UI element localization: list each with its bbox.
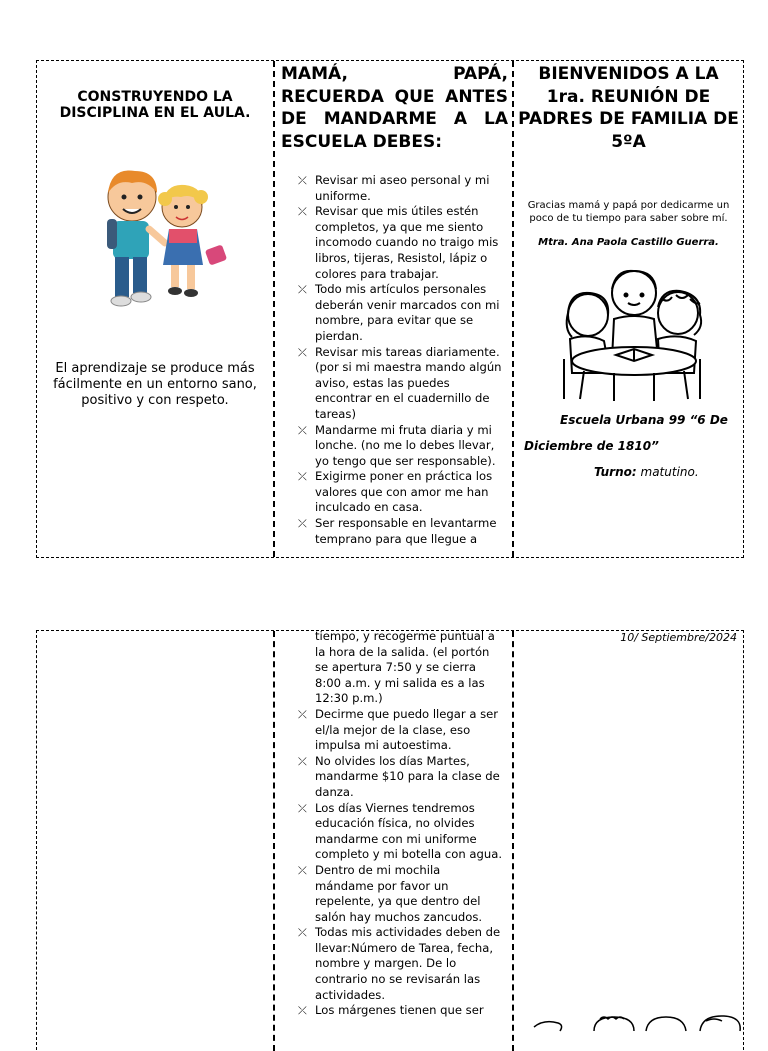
list-item: ⤫ No olvides los días Martes, mandarme $10 para la clase de danza. xyxy=(298,753,500,799)
left-panel xyxy=(37,61,275,557)
welcome-title: BIENVENIDOS A LA 1ra. REUNIÓN DE PADRES DE FAMILIA DE 5ºA xyxy=(518,64,739,152)
list-item: ⤫ Todas mis actividades deben de llevar:Número de Tarea, fecha, nombre y margen. De lo contrario no se revisarán las actividades. xyxy=(298,925,501,1002)
kids-reading-icon xyxy=(554,263,706,403)
cross-bullet-icon: ⤫ xyxy=(298,1004,307,1018)
cross-bullet-icon: ⤫ xyxy=(298,470,307,484)
list-item: ⤫ Decirme que puedo llegar a ser el/la mejor de la clase, eso impulsa mi autoestima. xyxy=(298,706,499,753)
list-item: ⤫ Ser responsable en levantarme temprano para que llegue a xyxy=(298,516,497,546)
cross-bullet-icon: ⤫ xyxy=(298,205,307,219)
list-item: ⤫ Mandarme mi fruta diaria y mi lonche. (no me lo debes llevar, yo tengo que ser responsable). xyxy=(298,422,496,468)
cross-bullet-icon: ⤫ xyxy=(298,174,307,187)
cross-bullet-icon: ⤫ xyxy=(298,707,307,721)
shift-value: matutino. xyxy=(640,465,699,479)
cross-bullet-icon: ⤫ xyxy=(298,423,307,437)
left-quote: El aprendizaje se produce más fácilmente en un entorno sano, positivo y con respeto. xyxy=(53,361,257,408)
reminders-list xyxy=(295,173,502,547)
list-item: ⤫ Dentro de mi mochila mándame por favor un repelente, ya que dentro del salón hay muchos zancudos. xyxy=(298,862,483,924)
right-panel-2 xyxy=(514,631,743,1051)
cross-bullet-icon: ⤫ xyxy=(298,801,307,815)
list-item: ⤫ Todo mis artículos personales deberán venir marcados con mi nombre, para evitar que se pierdan. xyxy=(298,282,500,343)
date-text: 10/ Septiembre/2024 xyxy=(620,631,737,644)
list-item: tiempo, y recogerme puntual a la hora de la salida. (el portón se apertura 7:50 y se cierra 8:00 a.m. y mi salida es a las 12:30 p.m.) xyxy=(315,631,495,706)
school-name: Escuela Urbana 99 “6 De Diciembre de 1810” xyxy=(524,413,728,453)
brochure-page-2 xyxy=(36,630,744,1050)
teacher-name: Mtra. Ana Paola Castillo Guerra. xyxy=(538,237,719,248)
list-item: ⤫ Revisar mis tareas diariamente. (por si mi maestra mando algún aviso, estas las puedes encontrar en el cuadernillo de tareas) xyxy=(298,344,502,421)
brochure-page-1 xyxy=(36,60,744,558)
left-panel-2 xyxy=(37,631,275,1051)
cross-bullet-icon: ⤫ xyxy=(298,754,307,768)
kids-walking-icon xyxy=(77,157,237,312)
thanks-text: Gracias mamá y papá por dedicarme un poco de tu tiempo para saber sobre mí. xyxy=(527,200,730,224)
shift-info xyxy=(594,465,699,479)
cross-bullet-icon: ⤫ xyxy=(298,517,307,531)
list-item: ⤫ Revisar que mis útiles estén completos, ya que me siento incomodo cuando no traigo mis libros, tijeras, Resistol, lápiz o colores para trabajar. xyxy=(298,204,499,281)
list-item: ⤫ Los márgenes tienen que ser xyxy=(298,1003,484,1018)
middle-panel-2 xyxy=(275,631,514,1051)
list-item: ⤫ Revisar mi aseo personal y mi uniforme. xyxy=(298,173,490,203)
cross-bullet-icon: ⤫ xyxy=(298,283,307,297)
cross-bullet-icon: ⤫ xyxy=(298,345,307,359)
reminders-list-continued xyxy=(295,631,502,1019)
middle-title: MAMÁ, PAPÁ, RECUERDA QUE ANTES DE MANDARME A LA ESCUELA DEBES: xyxy=(281,64,508,152)
right-panel xyxy=(514,61,743,557)
list-item: ⤫ Exigirme poner en práctica los valores que con amor me han inculcado en casa. xyxy=(298,469,493,515)
kids-drawing-icon xyxy=(524,1013,743,1033)
list-item: ⤫ Los días Viernes tendremos educación física, no olvides mandarme con mi uniforme completo y mi botella con agua. xyxy=(298,800,503,862)
cross-bullet-icon: ⤫ xyxy=(298,863,307,877)
cross-bullet-icon: ⤫ xyxy=(298,926,307,940)
middle-panel xyxy=(275,61,514,557)
shift-label: Turno: xyxy=(594,465,637,479)
left-title: CONSTRUYENDO LA DISCIPLINA EN EL AULA. xyxy=(59,89,251,121)
